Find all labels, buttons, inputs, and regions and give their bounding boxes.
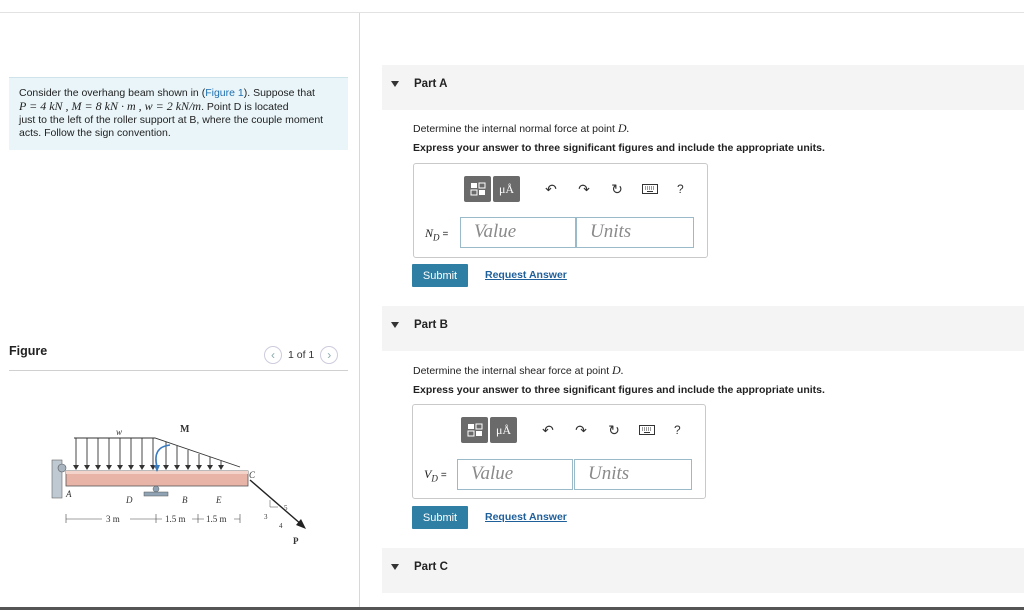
reset-icon[interactable]: ↻ — [608, 421, 620, 438]
part-a-toolbar — [464, 174, 684, 204]
problem-text-3: . Point D is located — [201, 101, 289, 113]
label-d: D — [126, 495, 133, 505]
figure-title: Figure — [9, 344, 48, 358]
moment-arc — [156, 445, 170, 467]
part-a-header[interactable] — [382, 65, 1024, 110]
part-b-label: Part B — [414, 319, 448, 331]
part-a-eq: = — [442, 229, 449, 240]
part-c-label: Part C — [414, 561, 448, 573]
redo-icon[interactable]: ↷ — [578, 180, 590, 197]
part-b-eq: = — [440, 470, 447, 481]
part-a-label: Part A — [414, 78, 448, 90]
reset-icon[interactable]: ↻ — [611, 180, 623, 197]
undo-icon[interactable]: ↶ — [542, 421, 554, 438]
part-a-question — [413, 121, 630, 136]
part-b-toolbar — [461, 415, 681, 445]
label-slope-4: 4 — [279, 522, 283, 530]
label-dim-15a: 1.5 m — [165, 514, 186, 524]
figure-rule — [9, 370, 348, 371]
problem-text-2: ). Suppose that — [243, 87, 315, 99]
label-w: w — [116, 427, 123, 437]
part-b-instruction: Express your answer to three significant figures and include the appropriate units. — [413, 384, 825, 396]
load-arrowheads — [73, 465, 224, 470]
part-b-header[interactable] — [382, 306, 1024, 351]
roller-base — [144, 492, 168, 496]
pager-text: 1 of 1 — [288, 349, 315, 361]
keyboard-icon[interactable] — [638, 421, 656, 439]
roller-b — [153, 486, 159, 492]
keyboard-icon[interactable] — [641, 180, 659, 198]
part-a-question-text: Determine the internal normal force at point — [413, 123, 615, 135]
problem-givens: P = 4 kN , M = 8 kN · m , w = 2 kN/m — [19, 99, 202, 113]
caret-down-icon[interactable] — [391, 322, 399, 328]
label-dim-3: 3 m — [106, 514, 120, 524]
label-m: M — [180, 424, 190, 435]
figure-link[interactable]: Figure 1 — [205, 87, 244, 99]
part-a-instruction: Express your answer to three significant figures and include the appropriate units. — [413, 142, 825, 154]
figure-pager — [264, 346, 338, 364]
beam-figure — [40, 415, 320, 550]
problem-text-4: just to the left of the roller support at B, where the couple moment — [19, 114, 324, 126]
problem-text-5: acts. Follow the sign convention. — [19, 127, 171, 139]
label-c: C — [249, 470, 256, 480]
top-rule — [0, 12, 1024, 13]
redo-icon[interactable]: ↷ — [575, 421, 587, 438]
template-icon[interactable] — [464, 176, 491, 202]
chevron-left-icon[interactable]: ‹ — [264, 346, 282, 364]
label-a: A — [66, 489, 72, 499]
caret-down-icon[interactable] — [391, 81, 399, 87]
part-a-value-input[interactable]: Value — [460, 217, 576, 248]
undo-icon[interactable]: ↶ — [545, 180, 557, 197]
part-c-header[interactable] — [382, 548, 1024, 593]
label-slope-3: 3 — [264, 513, 268, 521]
part-a-answer-box — [413, 163, 708, 258]
part-b-question-text: Determine the internal shear force at point — [413, 365, 610, 377]
part-b-point: D. — [612, 363, 624, 377]
label-b: B — [182, 495, 188, 505]
force-p-line — [250, 480, 302, 525]
problem-statement — [9, 77, 348, 150]
part-b-value-input[interactable]: Value — [457, 459, 573, 490]
part-a-request-answer-link[interactable]: Request Answer — [485, 269, 567, 281]
part-a-variable — [425, 226, 448, 242]
part-a-submit-button[interactable]: Submit — [412, 264, 468, 287]
chevron-right-icon[interactable]: › — [320, 346, 338, 364]
part-b-var-sub: D — [431, 473, 438, 484]
column-divider — [359, 13, 360, 610]
part-b-variable — [424, 467, 447, 483]
label-dim-15b: 1.5 m — [206, 514, 227, 524]
units-button[interactable]: μÅ — [493, 176, 520, 202]
pin-a — [58, 464, 66, 472]
part-b-var-main: V — [424, 467, 432, 481]
part-b-units-input[interactable]: Units — [574, 459, 692, 490]
label-p: P — [293, 536, 299, 546]
label-slope-5: 5 — [284, 504, 288, 512]
caret-down-icon[interactable] — [391, 564, 399, 570]
help-button[interactable]: ? — [677, 182, 684, 196]
template-icon[interactable] — [461, 417, 488, 443]
part-a-var-sub: D — [433, 232, 440, 243]
part-b-answer-box — [412, 404, 706, 499]
part-a-point: D. — [617, 121, 630, 135]
part-a-units-input[interactable]: Units — [576, 217, 694, 248]
part-a-var-main: N — [425, 226, 434, 240]
units-button[interactable]: μÅ — [490, 417, 517, 443]
problem-text-1: Consider the overhang beam shown in ( — [19, 87, 206, 99]
part-b-submit-button[interactable]: Submit — [412, 506, 468, 529]
part-b-request-answer-link[interactable]: Request Answer — [485, 511, 567, 523]
part-b-question — [413, 363, 624, 378]
help-button[interactable]: ? — [674, 423, 681, 437]
label-e: E — [216, 495, 222, 505]
